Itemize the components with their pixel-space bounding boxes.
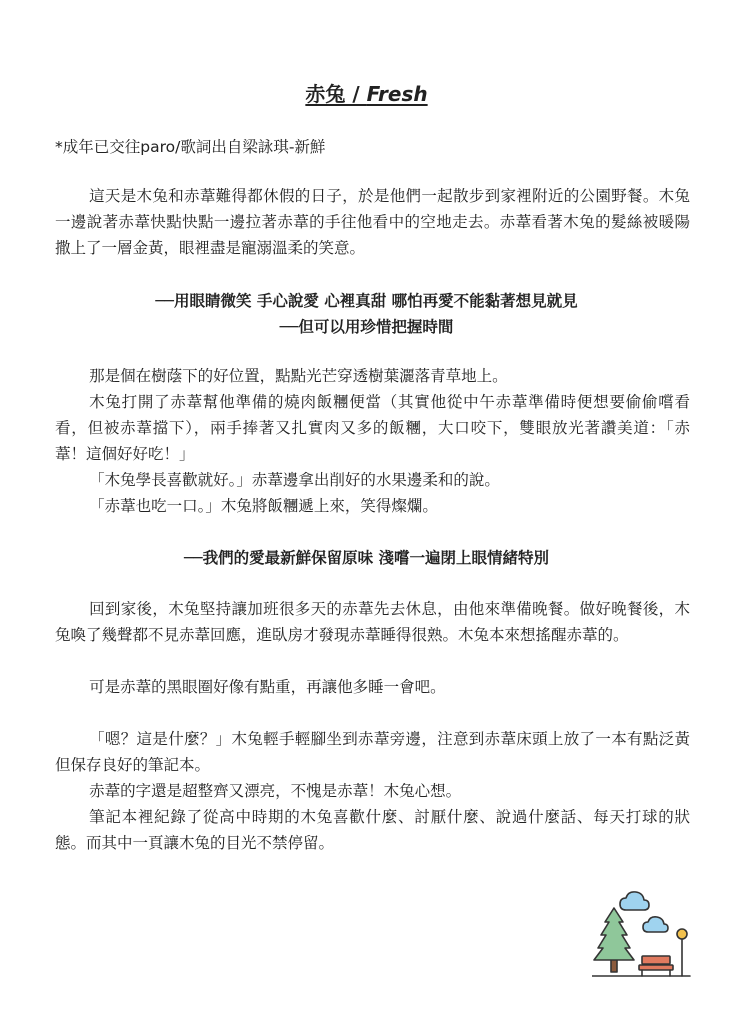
lyric-block-2 [0,545,733,571]
paragraph-4-line-2: 赤葦的字還是超整齊又漂亮，不愧是赤葦！木兔心想。 [89,782,462,800]
page-title [0,78,733,107]
tree-icon [594,908,634,960]
paragraph-4-line-3: 筆記本裡紀錄了從高中時期的木兔喜歡什麼、討厭什麼、說過什麼話、每天打球的狀態。而其中一頁讓木兔的目光不禁停留。 [55,808,690,852]
paragraph-2-line-3: 「木兔學長喜歡就好。」赤葦邊拿出削好的水果邊柔和的說。 [89,471,500,489]
bench-seat [639,965,673,970]
author-note: *成年已交往paro/歌詞出自梁詠琪-新鮮 [55,138,326,156]
bench-back [642,956,670,964]
lyric-block-1 [0,288,733,340]
lyric-line: ──我們的愛最新鮮保留原味 淺嚐一遍閉上眼情緒特別 [183,549,550,567]
lamp-icon [677,929,687,939]
park-scene-icon [592,888,692,980]
paragraph-2-line-2: 木兔打開了赤葦幫他準備的燒肉飯糰便當（其實他從中午赤葦準備時便想要偷偷嚐看看，但被赤葦擋下），兩手捧著又扎實肉又多的飯糰，大口咬下，雙眼放光著讚美道：「赤葦！這個好好吃！」 [55,393,690,463]
cloud-icon [643,917,668,932]
paragraph-3-line-2: 可是赤葦的黑眼圈好像有點重，再讓他多睡一會吧。 [89,678,446,696]
cloud-icon [620,892,649,910]
lyric-line: ──但可以用珍惜把握時間 [279,318,454,336]
paragraph-4-line-1: 「嗯？這是什麼？」木兔輕手輕腳坐到赤葦旁邊，注意到赤葦床頭上放了一本有點泛黃但保存良好的筆記本。 [55,730,690,774]
title-zh: 赤兔 / [305,82,367,106]
paragraph-1: 這天是木兔和赤葦難得都休假的日子，於是他們一起散步到家裡附近的公園野餐。木兔一邊說著赤葦快點快點一邊拉著赤葦的手往他看中的空地走去。赤葦看著木兔的髮絲被暖陽撒上了一層金黃，眼裡盡是寵溺溫柔的笑意。 [55,187,690,257]
title-en: Fresh [366,82,428,106]
paragraph-2-line-4: 「赤葦也吃一口。」木兔將飯糰遞上來，笑得燦爛。 [89,497,438,515]
paragraph-2-line-1: 那是個在樹蔭下的好位置，點點光芒穿透樹葉灑落青草地上。 [89,367,508,385]
lyric-line: ──用眼睛微笑 手心說愛 心裡真甜 哪怕再愛不能黏著想見就見 [155,292,578,310]
paragraph-3-line-1: 回到家後，木兔堅持讓加班很多天的赤葦先去休息，由他來準備晚餐。做好晚餐後，木兔喚了幾聲都不見赤葦回應，進臥房才發現赤葦睡得很熟。木兔本來想搖醒赤葦的。 [55,600,690,644]
